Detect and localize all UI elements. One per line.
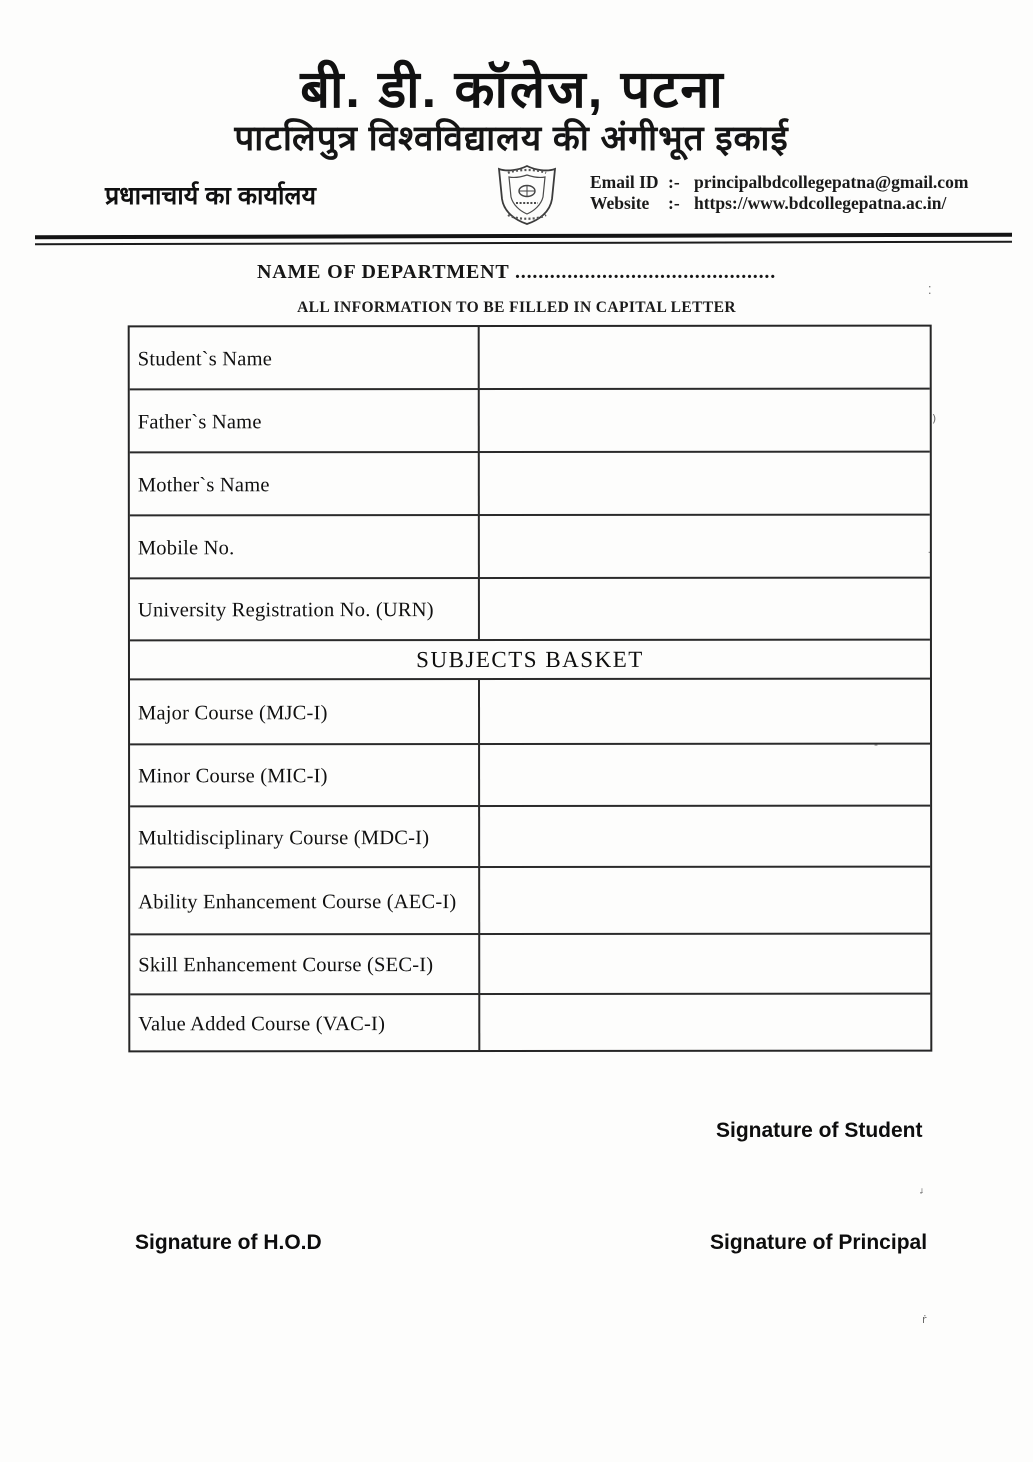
table-row <box>130 390 930 454</box>
field-label: Father`s Name <box>130 390 480 451</box>
field-label: Multidisciplinary Course (MDC-I) <box>130 807 480 866</box>
table-row <box>130 745 930 808</box>
table-row <box>130 327 930 391</box>
field-label: Student`s Name <box>130 327 480 388</box>
principal-office-label: प्रधानाचार्य का कार्यालय <box>105 182 316 210</box>
subjects-basket-header: SUBJECTS BASKET <box>130 641 930 681</box>
table-row <box>130 453 930 517</box>
website-value: https://www.bdcollegepatna.ac.in/ <box>694 193 947 213</box>
field-value-cell <box>480 807 930 866</box>
scan-artifact: ) <box>932 412 937 425</box>
student-info-table <box>128 325 933 1053</box>
email-label: Email ID <box>590 172 659 192</box>
capital-letter-instruction: ALL INFORMATION TO BE FILLED IN CAPITAL LETTER <box>297 299 736 316</box>
field-label: Mobile No. <box>130 516 480 577</box>
field-value-cell <box>480 680 930 743</box>
table-row <box>130 579 930 642</box>
department-name-line: NAME OF DEPARTMENT ............................................. <box>256 261 776 283</box>
header-divider-rule <box>35 233 1012 246</box>
table-row <box>130 995 930 1051</box>
signature-of-hod-label: Signature of H.O.D <box>135 1231 322 1254</box>
website-line <box>590 193 968 214</box>
field-label: Major Course (MJC-I) <box>130 680 480 743</box>
table-row <box>130 807 930 869</box>
field-value-cell <box>480 579 930 639</box>
email-separator: :- <box>668 172 680 192</box>
college-name: बी. डी. कॉलेज, पटना <box>300 61 725 119</box>
field-value-cell <box>480 995 930 1050</box>
field-label: University Registration No. (URN) <box>130 579 480 639</box>
field-value-cell <box>480 390 930 451</box>
field-value-cell <box>480 453 930 514</box>
website-separator: :- <box>668 193 680 213</box>
signature-of-principal-label: Signature of Principal <box>710 1231 928 1254</box>
field-value-cell <box>480 516 930 577</box>
scan-artifact: ⁚ <box>928 284 932 297</box>
field-label: Ability Enhancement Course (AEC-I) <box>130 868 480 933</box>
field-label: Skill Enhancement Course (SEC-I) <box>130 935 480 993</box>
scan-artifact: - <box>874 738 878 751</box>
email-line <box>590 172 968 193</box>
field-label: Value Added Course (VAC-I) <box>130 995 480 1050</box>
scan-artifact: ṙ <box>922 1313 927 1326</box>
website-label: Website <box>590 193 650 213</box>
college-affiliation: पाटलिपुत्र विश्वविद्यालय की अंगीभूत इकाई <box>234 119 789 158</box>
field-value-cell <box>480 868 930 933</box>
scan-artifact: ᶨ <box>921 1186 924 1199</box>
contact-info <box>590 172 968 214</box>
field-label: Mother`s Name <box>130 453 480 514</box>
field-value-cell <box>480 745 930 805</box>
field-label: Minor Course (MIC-I) <box>130 745 480 805</box>
field-value-cell <box>480 327 930 388</box>
table-row <box>130 868 930 936</box>
table-row <box>130 516 930 580</box>
signature-of-student-label: Signature of Student <box>716 1119 923 1142</box>
email-value: principalbdcollegepatna@gmail.com <box>694 172 969 192</box>
college-seal-icon <box>494 163 560 227</box>
table-row <box>130 680 930 746</box>
field-value-cell <box>480 935 930 993</box>
table-row <box>130 935 930 996</box>
